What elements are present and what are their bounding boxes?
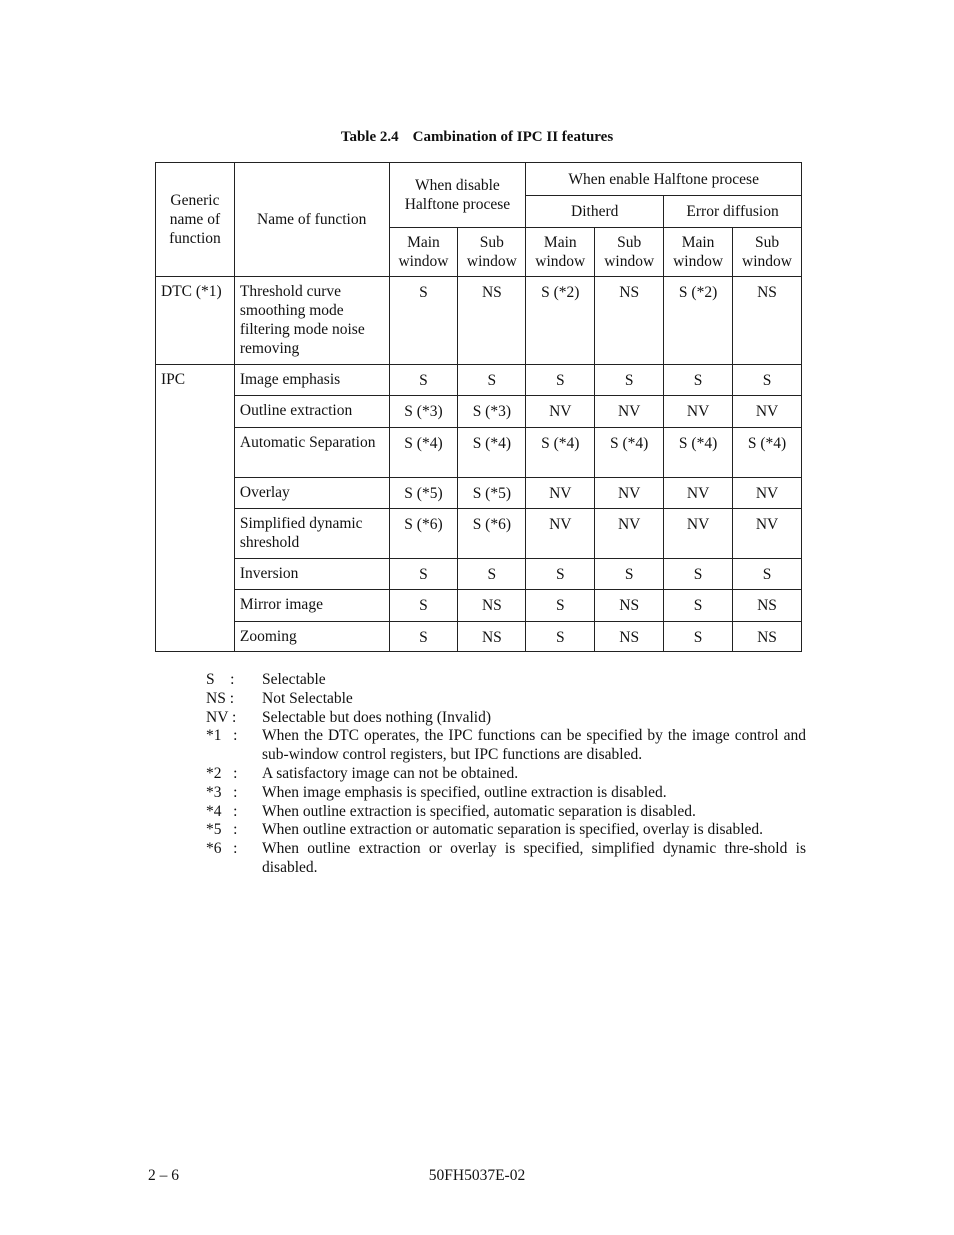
value-cell: S xyxy=(458,559,526,590)
value-cell: S xyxy=(526,622,595,652)
value-cell: NS xyxy=(733,590,802,622)
value-cell: S xyxy=(664,590,733,622)
value-cell: NS xyxy=(458,277,526,365)
table-row xyxy=(156,622,802,652)
table-number: Table 2.4 xyxy=(340,129,399,145)
legend-text: When image emphasis is specified, outline extraction is disabled. xyxy=(262,783,667,801)
value-cell: NV xyxy=(664,478,733,509)
value-cell: S (*4) xyxy=(526,428,595,478)
header-sub-window: Sub window xyxy=(458,228,526,277)
legend-key: *2 : xyxy=(206,764,238,782)
header-enable-halftone: When enable Halftone procese xyxy=(526,163,802,196)
value-cell: NS xyxy=(733,277,802,365)
table-row xyxy=(156,509,802,559)
legend-text: When outline extraction or automatic separation is specified, overlay is disabled. xyxy=(262,821,764,839)
function-name-cell: Automatic Separation xyxy=(234,428,389,478)
legend-text: When outline extraction is specified, automatic separation is disabled. xyxy=(262,802,696,820)
header-main-window: Main window xyxy=(664,228,733,277)
legend-key: *1 : xyxy=(206,727,238,745)
value-cell: NV xyxy=(664,509,733,559)
value-cell: S xyxy=(733,559,802,590)
value-cell: S xyxy=(526,559,595,590)
value-cell: S (*2) xyxy=(526,277,595,365)
legend-item xyxy=(206,690,806,709)
value-cell: NS xyxy=(458,622,526,652)
value-cell: S xyxy=(389,277,458,365)
legend-item xyxy=(206,709,806,728)
legend-key: *5 : xyxy=(206,821,238,839)
value-cell: S (*5) xyxy=(458,478,526,509)
legend-item xyxy=(206,840,806,878)
header-generic: Generic name of function xyxy=(156,163,235,277)
value-cell: S xyxy=(664,365,733,396)
value-cell: S xyxy=(664,622,733,652)
value-cell: S (*4) xyxy=(733,428,802,478)
legend-item xyxy=(206,671,806,690)
function-name-cell: Simplified dynamic shreshold xyxy=(234,509,389,559)
table-row xyxy=(156,396,802,428)
value-cell: S xyxy=(595,559,664,590)
value-cell: NV xyxy=(595,478,664,509)
value-cell: S (*3) xyxy=(458,396,526,428)
value-cell: NS xyxy=(733,622,802,652)
legend-text: Selectable xyxy=(262,671,326,688)
value-cell: S xyxy=(526,365,595,396)
generic-name-cell: IPC xyxy=(156,365,235,652)
legend-key: *4 : xyxy=(206,802,238,820)
value-cell: NV xyxy=(526,396,595,428)
legend xyxy=(206,671,806,878)
legend-key: *3 : xyxy=(206,783,238,801)
function-name-cell: Outline extraction xyxy=(234,396,389,428)
value-cell: S (*4) xyxy=(458,428,526,478)
value-cell: NV xyxy=(733,509,802,559)
document-id: 50FH5037E-02 xyxy=(428,1167,526,1184)
value-cell: S (*3) xyxy=(389,396,458,428)
header-ditherd: Ditherd xyxy=(526,196,664,228)
legend-key: S : xyxy=(206,671,235,688)
value-cell: S (*4) xyxy=(595,428,664,478)
value-cell: S (*6) xyxy=(389,509,458,559)
legend-text: Selectable but does nothing (Invalid) xyxy=(262,708,491,726)
value-cell: NS xyxy=(458,590,526,622)
legend-text: A satisfactory image can not be obtained. xyxy=(262,764,519,782)
legend-text: When the DTC operates, the IPC functions can be specified by the image control and sub-window control registers, but IPC functions are disabled. xyxy=(262,727,806,764)
header-sub-window: Sub window xyxy=(595,228,664,277)
function-name-cell: Mirror image xyxy=(234,590,389,622)
legend-item xyxy=(206,727,806,765)
legend-key: NS : xyxy=(206,689,234,707)
table-row xyxy=(156,559,802,590)
header-disable-halftone: When disable Halftone procese xyxy=(389,163,526,228)
value-cell: NV xyxy=(733,478,802,509)
legend-key: *6 : xyxy=(206,840,238,858)
function-name-cell: Zooming xyxy=(234,622,389,652)
value-cell: S (*2) xyxy=(664,277,733,365)
ipc-feature-table xyxy=(155,162,802,652)
legend-key: NV : xyxy=(206,708,237,726)
function-name-cell: Overlay xyxy=(234,478,389,509)
header-error-diffusion: Error diffusion xyxy=(664,196,802,228)
value-cell: NV xyxy=(526,509,595,559)
table-row xyxy=(156,277,802,365)
legend-text: Not Selectable xyxy=(262,689,353,707)
header-sub-window: Sub window xyxy=(733,228,802,277)
legend-text: When outline extraction or overlay is specified, simplified dynamic thre-shold is disabled. xyxy=(262,840,806,876)
generic-name-cell: DTC (*1) xyxy=(156,277,235,365)
value-cell: NV xyxy=(526,478,595,509)
value-cell: S xyxy=(389,559,458,590)
table-body xyxy=(156,277,802,652)
legend-item xyxy=(206,784,806,803)
table-row xyxy=(156,428,802,478)
value-cell: NV xyxy=(733,396,802,428)
legend-item xyxy=(206,821,806,840)
value-cell: S xyxy=(389,622,458,652)
function-name-cell: Inversion xyxy=(234,559,389,590)
value-cell: S xyxy=(458,365,526,396)
value-cell: NV xyxy=(595,396,664,428)
value-cell: S xyxy=(595,365,664,396)
value-cell: NS xyxy=(595,277,664,365)
table-row xyxy=(156,590,802,622)
value-cell: S xyxy=(389,365,458,396)
function-name-cell: Image emphasis xyxy=(234,365,389,396)
value-cell: S xyxy=(389,590,458,622)
function-name-cell: Threshold curve smoothing mode filtering mode noise removing xyxy=(234,277,389,365)
value-cell: S (*4) xyxy=(664,428,733,478)
legend-item xyxy=(206,803,806,822)
header-main-window: Main window xyxy=(389,228,458,277)
header-main-window: Main window xyxy=(526,228,595,277)
value-cell: S xyxy=(733,365,802,396)
page-number: 2 – 6 xyxy=(148,1167,179,1184)
table-title: Cambination of IPC II features xyxy=(412,129,614,145)
value-cell: S (*4) xyxy=(389,428,458,478)
table-row xyxy=(156,478,802,509)
value-cell: S (*5) xyxy=(389,478,458,509)
value-cell: NV xyxy=(595,509,664,559)
table-row xyxy=(156,365,802,396)
value-cell: NV xyxy=(664,396,733,428)
value-cell: S (*6) xyxy=(458,509,526,559)
legend-item xyxy=(206,765,806,784)
value-cell: S xyxy=(664,559,733,590)
table-caption xyxy=(0,129,954,146)
value-cell: NS xyxy=(595,590,664,622)
value-cell: NS xyxy=(595,622,664,652)
header-name: Name of function xyxy=(234,163,389,277)
value-cell: S xyxy=(526,590,595,622)
